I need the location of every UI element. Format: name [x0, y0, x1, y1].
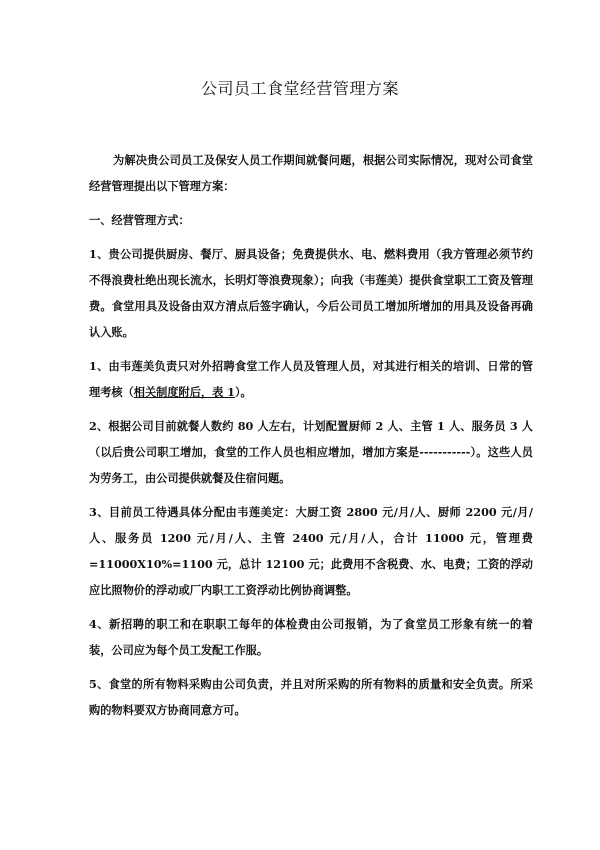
item-paragraph: 1、贵公司提供厨房、餐厅、厨具设备；免费提供水、电、燃料费用（我方管理必须节约不得浪费杜绝出现长流水，长明灯等浪费现象）；向我（韦莲美）提供食堂职工工资及管理费。食堂用具及设备由双方清点后签字确认，今后公司员工增加所增加的用具及设备再确认入账。	[89, 247, 533, 339]
document-body	[89, 147, 533, 731]
item-paragraph: 2、根据公司目前就餐人数约 80 人左右，计划配置厨师 2 人、主管 1 人、服务员 3 人（以后贵公司职工增加，食堂的工作人员也相应增加，增加方案是-----------）。这些人员为劳务工，由公司提供就餐及住宿问题。	[89, 419, 533, 485]
item-paragraph: 5、食堂的所有物料采购由公司负责，并且对所采购的所有物料的质量和安全负责。所采购的物料要双方协商同意方可。	[89, 677, 533, 717]
section-heading: 一、经营管理方式：	[89, 213, 190, 227]
item-paragraph: 3、目前员工待遇具体分配由韦莲美定：大厨工资 2800 元/月/人、厨师 2200 元/月/人、服务员 1200 元/月/人、主管 2400 元/月/人，合计 11000 元，管理费=11000X10%=1100 元，总计 12100 元；此费用不含税费、水、电费；工资的浮动应比照物价的浮动或厂内职工工资浮动比例协商调整。	[89, 505, 533, 597]
item-text-tail: ）。	[234, 385, 252, 399]
intro-paragraph: 为解决贵公司员工及保安人员工作期间就餐问题，根据公司实际情况，现对公司食堂经营管理提出以下管理方案：	[89, 153, 533, 193]
item-paragraph: 4、新招聘的职工和在职职工每年的体检费由公司报销，为了食堂员工形象有统一的着装，公司应为每个员工发配工作服。	[89, 617, 533, 657]
document-title: 公司员工食堂经营管理方案	[200, 79, 399, 98]
item-paragraph	[89, 353, 533, 405]
appendix-reference: 相关制度附后，表 1	[133, 385, 235, 399]
item-text: 1、由韦莲美负责只对外招聘食堂工作人员及管理人员，对其进行相关的培训、日常的管理考核（	[89, 359, 533, 399]
